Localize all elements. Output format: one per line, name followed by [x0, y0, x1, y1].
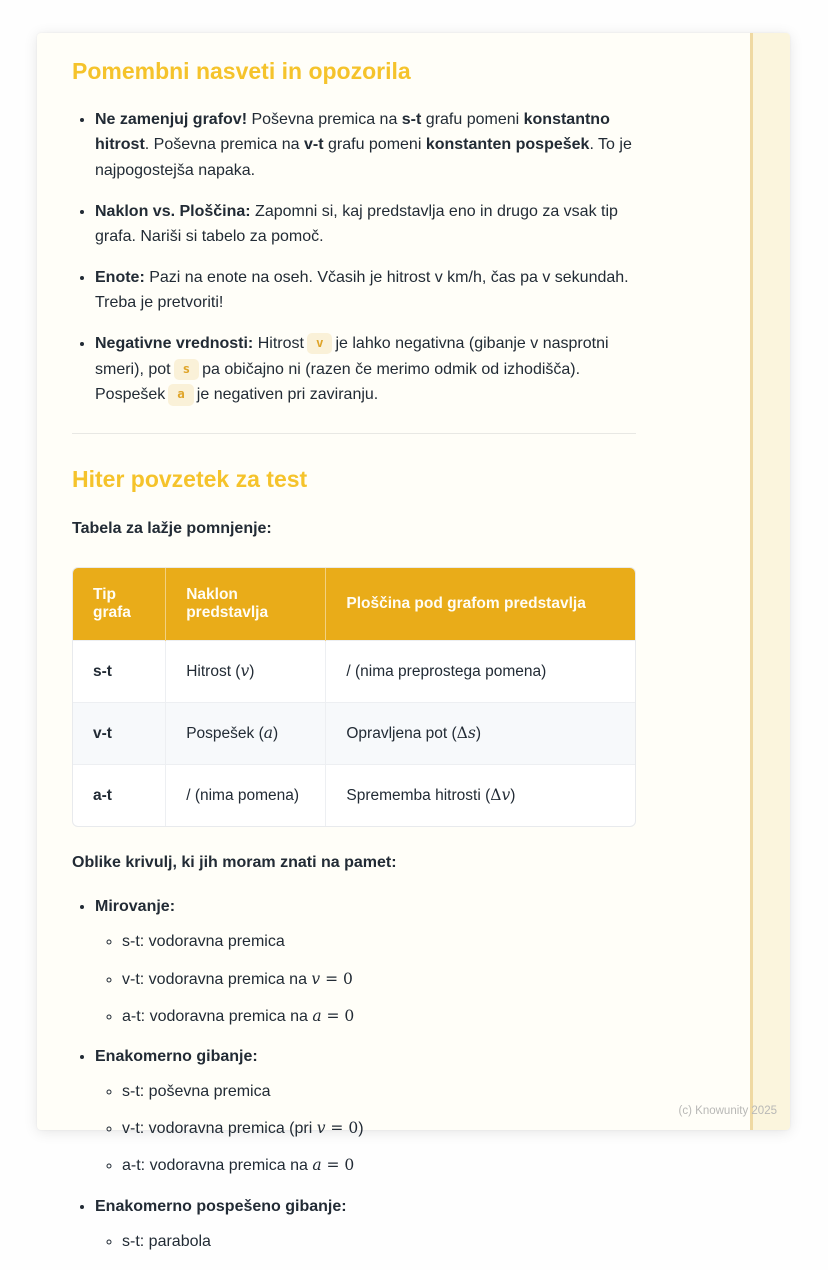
text-segment: s-t: [401, 110, 422, 128]
text-segment: a: [312, 1006, 322, 1025]
text-segment: je lahko negativna (gibanje v nasprotni smeri), pot: [95, 334, 609, 378]
tip-item-enote: [95, 265, 636, 316]
text-segment: Ne zamenjuj grafov!: [95, 110, 248, 128]
text-segment: a: [263, 724, 274, 743]
table-cell: [326, 765, 635, 827]
shape-subitem: [122, 930, 636, 953]
summary-table-body: [73, 641, 635, 827]
text-segment: = 0: [320, 969, 353, 988]
table-intro-text: Tabela za lažje pomnjenje:: [72, 520, 272, 538]
text-segment: Mirovanje:: [95, 898, 176, 916]
table-cell: [73, 765, 166, 827]
text-segment: Opravljena pot (: [346, 725, 457, 743]
shape-group-label: [95, 1198, 347, 1215]
text-segment: v: [240, 662, 250, 681]
text-segment: ): [358, 1120, 364, 1138]
text-segment: a: [312, 1156, 322, 1175]
text-segment: Naklon vs. Ploščina:: [95, 202, 251, 220]
shape-subitem: [122, 1005, 636, 1028]
text-segment: ): [475, 725, 481, 743]
text-segment: v: [501, 786, 511, 805]
summary-table-header: [73, 568, 635, 641]
shape-group-pospeseno-gibanje: [95, 1195, 636, 1253]
tip-item-ne-zamenjuj: [95, 107, 636, 184]
text-segment: konstantno hitrost: [95, 110, 610, 154]
tips-list: [72, 107, 636, 408]
text-segment: . Poševna premica na: [144, 136, 304, 154]
text-segment: s-t: poševna premica: [122, 1083, 271, 1100]
header-cell-tip-grafa: Tip grafa: [73, 568, 166, 641]
text-segment: Δ: [456, 724, 468, 743]
section-title-tips: Pomembni nasveti in opozorila: [72, 58, 411, 84]
table-cell: [73, 703, 166, 765]
text-segment: = 0: [321, 1006, 355, 1025]
text-segment: a-t: [93, 786, 112, 804]
table-cell: [166, 765, 326, 827]
shape-group-label: [95, 898, 175, 915]
shape-subitem: [122, 1154, 636, 1177]
text-segment: ): [510, 787, 516, 805]
text-segment: / (nima pomena): [186, 786, 300, 804]
shapes-intro-text: Oblike krivulj, ki jih moram znati na pamet:: [72, 854, 397, 872]
text-segment: a-t: vodoravna premica na: [122, 1157, 313, 1175]
shapes-list: [72, 895, 636, 1252]
table-row: [73, 703, 635, 765]
page-edge-strip: [750, 33, 790, 1130]
document-page-card: [37, 33, 790, 1250]
section-divider: [72, 433, 636, 434]
shape-sublist: [95, 1080, 636, 1178]
table-header-row: [73, 568, 635, 641]
tip-item-naklon-vs-ploscina: [95, 199, 636, 250]
inline-code-badge: a: [168, 384, 194, 406]
text-segment: Pazi na enote na oseh. Včasih je hitrost v km/h, čas pa v sekundah. Treba je pretvoriti!: [95, 268, 629, 312]
text-segment: s-t: [93, 662, 112, 680]
table-cell: [326, 641, 635, 703]
text-segment: konstanten pospešek: [425, 136, 590, 154]
text-segment: ): [273, 725, 279, 743]
text-segment: a-t: vodoravna premica na: [122, 1007, 313, 1025]
text-segment: grafu pomeni: [323, 136, 426, 154]
text-segment: je negativen pri zaviranju.: [196, 386, 379, 404]
text-segment: v-t: [93, 724, 112, 742]
document-content: [72, 57, 636, 1270]
shape-group-label: [95, 1048, 258, 1065]
text-segment: v-t: vodoravna premica (pri: [122, 1120, 317, 1138]
shape-sublist: [95, 1230, 636, 1253]
text-segment: pa običajno ni (razen če merimo odmik od izhodišča). Pospešek: [95, 360, 581, 404]
text-segment: Enakomerno pospešeno gibanje:: [95, 1197, 347, 1215]
text-segment: / (nima preprostega pomena): [346, 662, 547, 680]
text-segment: grafu pomeni: [421, 110, 524, 128]
inline-code-badge: v: [307, 333, 333, 355]
text-segment: . To je najpogostejša napaka.: [95, 136, 632, 179]
summary-table: [73, 568, 635, 826]
text-segment: Poševna premica na: [247, 110, 402, 128]
text-segment: Pospešek (: [186, 725, 264, 743]
table-cell: [326, 703, 635, 765]
header-cell-ploscina: Ploščina pod grafom predstavlja: [326, 568, 635, 641]
shape-sublist: [95, 930, 636, 1028]
table-cell: [73, 641, 166, 703]
shape-group-mirovanje: [95, 895, 636, 1028]
text-segment: v: [316, 1119, 326, 1138]
inline-code-badge: s: [174, 359, 200, 381]
text-segment: v-t: vodoravna premica na: [122, 970, 312, 988]
text-segment: Zapomni si, kaj predstavlja eno in drugo za vsak tip grafa. Nariši si tabelo za pomoč.: [95, 202, 618, 246]
text-segment: = 0: [325, 1119, 359, 1138]
table-cell: [166, 703, 326, 765]
section-title-summary: Hiter povzetek za test: [72, 465, 308, 492]
table-cell: [166, 641, 326, 703]
text-segment: v-t: [303, 136, 324, 154]
copyright-watermark: (c) Knowunity 2025: [678, 1105, 777, 1117]
text-segment: s: [467, 724, 476, 743]
header-cell-naklon: Naklon predstavlja: [166, 568, 326, 641]
table-row: [73, 641, 635, 703]
text-segment: Hitrost (: [186, 663, 241, 681]
shape-subitem: [122, 968, 636, 991]
shape-subitem: [122, 1230, 636, 1253]
text-segment: = 0: [321, 1156, 355, 1175]
text-segment: s-t: vodoravna premica: [122, 933, 285, 951]
text-segment: Sprememba hitrosti (: [346, 787, 491, 805]
text-segment: Enote:: [95, 268, 145, 286]
shape-subitem: [122, 1117, 636, 1140]
text-segment: Enakomerno gibanje:: [95, 1048, 258, 1065]
text-segment: Hitrost: [253, 334, 304, 352]
shape-subitem: [122, 1080, 636, 1103]
summary-table-wrapper: [72, 567, 636, 827]
tip-item-negativne-vrednosti: [95, 331, 636, 408]
shape-group-enakomerno-gibanje: [95, 1045, 636, 1178]
text-segment: ): [249, 663, 255, 681]
text-segment: v: [311, 969, 321, 988]
text-segment: s-t: parabola: [122, 1232, 211, 1250]
text-segment: Δ: [490, 786, 502, 805]
text-segment: Negativne vrednosti:: [95, 334, 254, 352]
table-row: [73, 765, 635, 827]
